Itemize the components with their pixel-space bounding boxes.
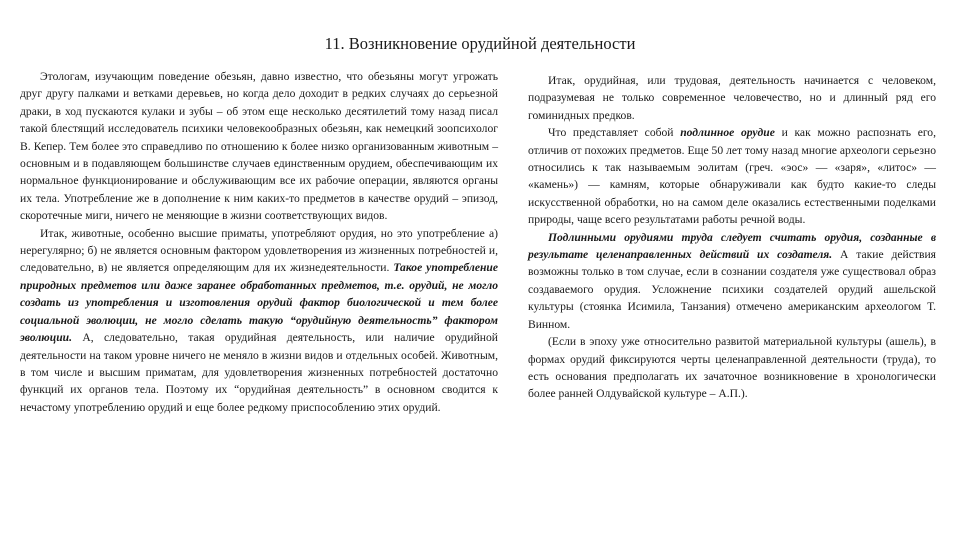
right-paragraph-2-b: и как можно распознать его, отличив от похожих предметов. Еще 50 лет тому назад многие археологи серьезно относились к так называемым эолитам (греч. «эос» — «заря», «литос» — «камень») — камням, которые обнаруживали как будто какие-то следы искусственной обработки, но на самом деле оказались естественными поделками природы, чаще всего результатами работы речной воды. (528, 126, 937, 227)
right-paragraph-4: (Если в эпоху уже относительно развитой материальной культуры (ашель), в формах орудий фиксируются черты целенаправленной деятельности (труда), то есть основания предполагать их зачаточное возникновение в хронологически более ранней Олдувайской культуре – А.П.). (528, 335, 936, 401)
left-column (20, 68, 498, 416)
right-paragraph-1: Итак, орудийная, или трудовая, деятельность начинается с человеком, подразумевая не только современное человечество, но и длинный ряд его гоминидных предков. (528, 74, 936, 122)
right-paragraph-2-emphasis: подлинное орудие (680, 126, 775, 140)
right-paragraph-3 (528, 229, 936, 333)
left-paragraph-2-lead: Итак, животные, особенно высшие приматы, употребляют орудия, но это употребление а) нерегулярно; б) не является основным фактором удовлетворения из жизненных потребностей и, следовательно, в) не является определяющим для их жизнедеятельности. (20, 226, 498, 275)
right-column (528, 72, 936, 403)
left-paragraph-1: Этологам, изучающим поведение обезьян, давно известно, что обезьяны могут угрожать друг другу палками и ветками деревьев, но когда дело доходит в редких случаях до серьезной драки, в ход пускаются кулаки и зубы – об этом еще несколько десятилетий тому назад писал такой блестящий исследователь психики человекообразных обезьян, как немецкий зоопсихолог В. Кепер. Тем более это справедливо по отношению к более низко организованным животным – основным и в подавляющем большинстве случаев единственным орудием, обеспечивающим их нормальное функционирование и обслуживающим все их рабочие операции, являются органы их тела. Употребление же в дополнение к ним каких-то предметов в качестве орудий – эпизод, скоротечные миги, ничего не меняющие в жизни соответствующих видов. (20, 70, 498, 223)
left-paragraph-2-tail: А, следовательно, такая орудийная деятельность, или наличие орудийной деятельности на таком уровне ничего не меняло в жизни видов и отдельных особей. Животным, в том числе и высшим приматам, для удовлетворения жизненных потребностей достаточно функций их органов тела. Поэтому их “орудийная деятельность” в основном сводится к нечастому употреблению орудий и еще более редкому приспособлению этих орудий. (20, 331, 498, 414)
right-paragraph-3-tail: А такие действия возможны только в том случае, если в сознании создателя уже существовал образ создаваемого орудия. Усложнение психики создателей орудий ашельской культуры (стоянка Исимила, Танзания) отмечено американским археологом Т. Винном. (528, 248, 936, 331)
left-paragraph-2 (20, 225, 498, 416)
left-paragraph-2-emphasis: Такое употребление природных предметов или даже заранее обработанных предметов, т.е. орудий, не могло создать из употребления и изготовления орудий фактор биологической и тем более социальной эволюции, не могло сделать такую “орудийную деятельность” фактором эволюции. (20, 261, 499, 345)
right-paragraph-2 (528, 124, 936, 228)
right-paragraph-2-a: Что представляет собой (548, 126, 681, 140)
page-title: 11. Возникновение орудийной деятельности (324, 34, 636, 53)
right-paragraph-3-emphasis: Подлинными орудиями труда следует считать орудия, созданные в результате целенаправленных действий их создателя. (528, 230, 936, 262)
